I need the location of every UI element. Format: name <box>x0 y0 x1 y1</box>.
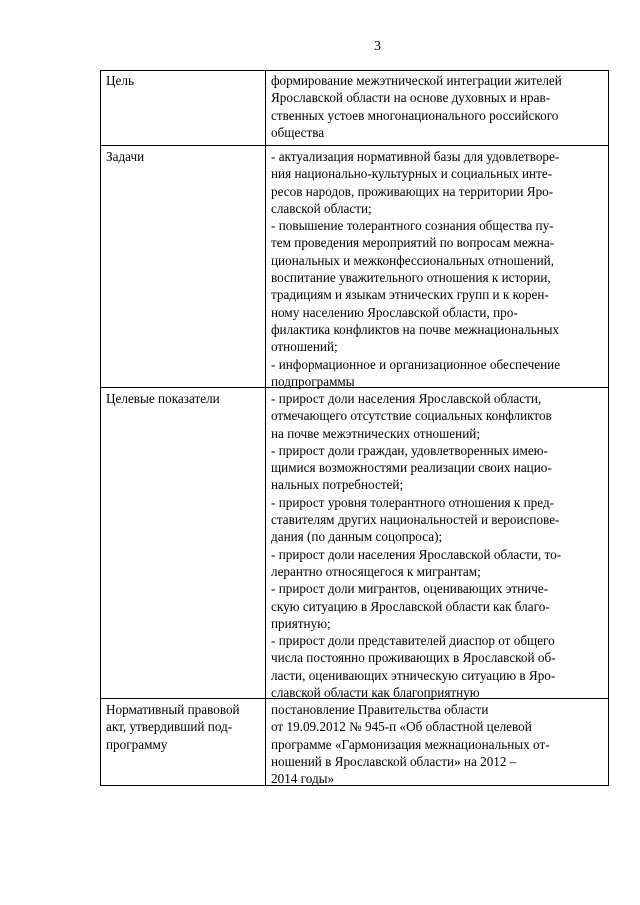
text-line: постановление Правительства области <box>271 702 489 717</box>
text-line: ственных устоев многонационального российского <box>271 107 559 123</box>
text-line: щимися возможностями реализации своих нацио- <box>271 460 552 476</box>
text-line: - актуализация нормативной базы для удовлетворе- <box>271 149 560 164</box>
text-line: акт, утвердивший под- <box>106 719 233 735</box>
text-line: нальных потребностей; <box>271 477 404 493</box>
text-line: на почве межэтнических отношений; <box>271 425 480 441</box>
row-value-indicators <box>271 390 607 701</box>
text-line: - информационное и организационное обеспечение <box>271 356 561 372</box>
row-label-tasks <box>106 148 266 165</box>
text-line: тем проведения мероприятий по вопросам межна- <box>271 235 555 251</box>
text-line: - прирост доли мигрантов, оценивающих этниче- <box>271 581 549 597</box>
text-line: отношений; <box>271 339 338 355</box>
text-line: Нормативный правовой <box>106 702 240 717</box>
text-line: скую ситуацию в Ярославской области как благо- <box>271 598 550 614</box>
text-line: отмечающего отсутствие социальных конфликтов <box>271 408 552 424</box>
table-border-top <box>100 70 609 71</box>
text-line: ношений в Ярославской области» на 2012 – <box>271 753 517 769</box>
passport-table <box>100 70 609 786</box>
text-line: ния национально-культурных и социальных инте- <box>271 166 553 182</box>
row-label-legal-act <box>106 701 266 753</box>
text-line: формирование межэтнической интеграции жителей <box>271 73 562 88</box>
page-number: 3 <box>374 39 381 54</box>
text-line: подпрограммы <box>271 373 355 389</box>
column-divider <box>265 70 266 786</box>
text-line: славской области как благоприятную <box>271 685 480 701</box>
text-line: - повышение толерантного сознания общества пу- <box>271 218 554 234</box>
table-border-left <box>100 70 101 786</box>
text-line: - прирост доли представителей диаспор от общего <box>271 633 555 649</box>
text-line: программу <box>106 736 168 752</box>
text-line: циональных и межконфессиональных отношений, <box>271 252 555 268</box>
row-value-goal <box>271 72 607 141</box>
text-line: Цель <box>106 73 134 88</box>
text-line: ставителям других национальностей и вероиспове- <box>271 512 560 528</box>
text-line: числа постоянно проживающих в Ярославской об- <box>271 650 556 666</box>
row-divider <box>100 145 609 146</box>
text-line: дания (по данным соцопроса); <box>271 529 443 545</box>
text-line: приятную; <box>271 615 331 631</box>
text-line: ласти, оценивающих этническую ситуацию в Яро- <box>271 667 556 683</box>
text-line: лерантно относящегося к мигрантам; <box>271 563 481 579</box>
text-line: - прирост доли населения Ярославской области, то- <box>271 546 562 562</box>
text-line: традициям и языкам этнических групп и к корен- <box>271 287 549 303</box>
text-line: ресов народов, проживающих на территории Яро- <box>271 183 554 199</box>
text-line: - прирост уровня толерантного отношения к пред- <box>271 494 555 510</box>
text-line: Целевые показатели <box>106 391 220 406</box>
row-label-indicators <box>106 390 266 407</box>
text-line: воспитание уважительного отношения к истории, <box>271 270 551 286</box>
text-line: филактика конфликтов на почве межнациональных <box>271 321 560 337</box>
text-line: Ярославской области на основе духовных и нрав- <box>271 90 551 106</box>
text-line: общества <box>271 124 325 140</box>
text-line: от 19.09.2012 № 945-п «Об областной целевой <box>271 719 532 735</box>
text-line: ному населению Ярославской области, про- <box>271 304 518 320</box>
text-line: - прирост доли граждан, удовлетворенных имею- <box>271 442 548 458</box>
row-value-tasks <box>271 148 607 390</box>
text-line: - прирост доли населения Ярославской области, <box>271 391 542 406</box>
row-label-goal <box>106 72 266 89</box>
text-line: Задачи <box>106 149 145 164</box>
text-line: славской области; <box>271 200 372 216</box>
text-line: программе «Гармонизация межнациональных от- <box>271 736 550 752</box>
text-line: 2014 годы» <box>271 771 335 787</box>
table-border-right <box>608 70 609 786</box>
row-value-legal-act <box>271 701 607 787</box>
